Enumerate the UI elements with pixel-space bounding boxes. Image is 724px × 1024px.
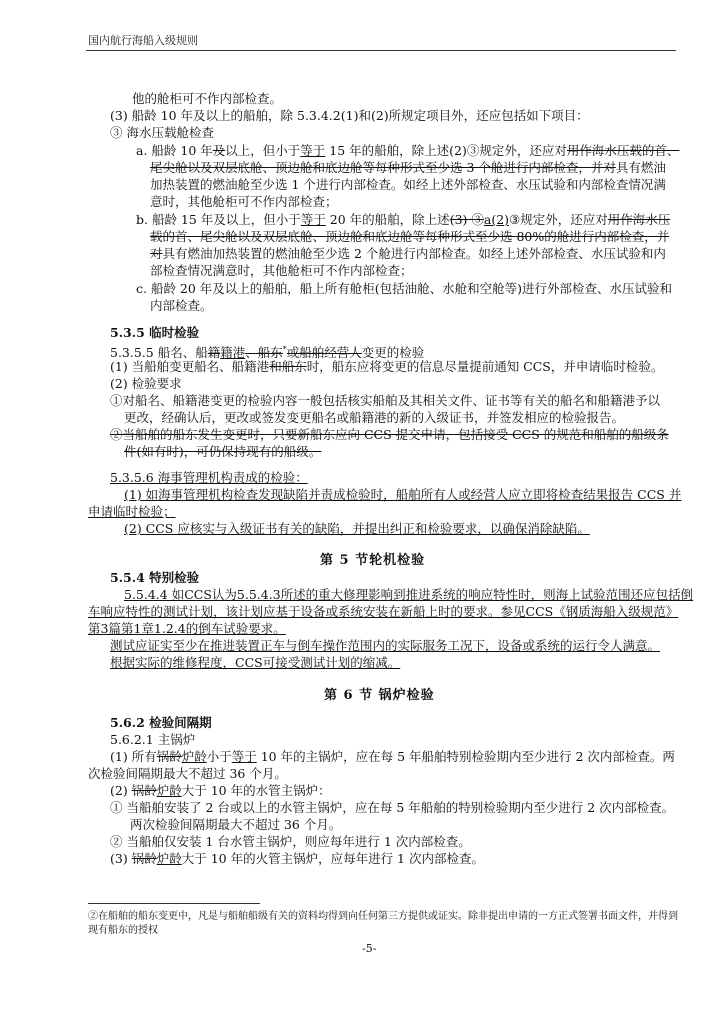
footnote-rule	[88, 903, 260, 904]
text-line: 部检查情况满意时，其他舱柜可不作内部检查；	[150, 263, 413, 278]
section-title: 第 5 节轮机检验	[320, 553, 426, 568]
text-line: 根据实际的维修程度，CCS可接受测试计划的缩减。	[110, 655, 401, 670]
text-line: 尾尖舱以及双层底舱、顶边舱和底边舱等每种形式至少选 3 个舱进行内部检查，并对具有燃油	[150, 160, 666, 175]
running-header: 国内航行海船入级规则	[88, 34, 198, 47]
page-number: -5-	[362, 942, 377, 955]
header-rule	[86, 50, 676, 51]
text-line: 载的首、尾尖舱以及双层底舱、顶边舱和底边舱等每种形式至少选 80%的舱进行内部检查，并	[150, 229, 670, 244]
text-line: 5.3.5.6 海事管理机构责成的检验：	[110, 470, 308, 485]
text-line: a. 船龄 10 年及以上，但小于等于 15 年的船舶，除上述(2)③规定外，还应对用作海水压载的首、	[136, 143, 680, 158]
text-line: 5.6.2.1 主锅炉	[110, 732, 196, 747]
text-line: 意时，其他舱柜可不作内部检查；	[150, 194, 338, 209]
text-line: ② 当船舶仅安装 1 台水管主锅炉，则应每年进行 1 次内部检查。	[110, 834, 471, 849]
text-line: 车响应特性的测试计划，该计划应基于设备或系统安装在新船上时的要求。参见CCS《钢质海船入级规范》	[88, 604, 679, 619]
section-heading: 5.3.5 临时检验	[110, 325, 200, 340]
text-line: 两次检验间隔期最大不超过 36 个月。	[130, 817, 342, 832]
text-line: (3) 船龄 10 年及以上的船舶，除 5.3.4.2(1)和(2)所规定项目外，还应包括如下项目：	[110, 108, 589, 123]
footnote: ②在船舶的船东变更中，凡是与船舶船级有关的资料均得到向任何第三方提供或证实。除非提出申请的一方正式签署书面文件，并得到现有船东的授权	[88, 911, 678, 936]
text-line: (2) CCS 应核实与入级证书有关的缺陷，并提出纠正和检验要求，以确保消除缺陷。	[124, 521, 590, 536]
text-line: 次检验间隔期最大不超过 36 个月。	[88, 766, 287, 781]
text-line: b. 船龄 15 年及以上，但小于等于 20 年的船舶，除上述(3) ③a(2)③规定外，还应对用作海水压	[136, 212, 671, 227]
section-heading: 5.6.2 检验间隔期	[110, 715, 212, 730]
text-line: (1) 如海事管理机构检查发现缺陷并责成检验时，船舶所有人或经营人应立即将检查结果报告 CCS 并	[124, 487, 682, 502]
section-title: 第 6 节 锅炉检验	[324, 688, 435, 703]
text-line: 加热装置的燃油舱至少选 1 个进行内部检查。如经上述外部检查、水压试验和内部检查情况满	[150, 177, 666, 192]
text-line: 内部检查。	[150, 298, 213, 313]
text-line: ①对船名、船籍港变更的检验内容一般包括核实船舶及其相关文件、证书等有关的船名和船籍港予以	[110, 393, 661, 408]
text-line: 测试应证实至少在推进装置正车与倒车操作范围内的实际服务工况下，设备或系统的运行令人满意。	[110, 638, 661, 653]
text-line: 件(如有时)，可仍保持现有的船级。	[124, 444, 322, 459]
text-line: 更改，经确认后，更改或签发变更船名或船籍港的新的入级证书，并签发相应的检验报告。	[124, 410, 625, 425]
text-line: (1) 当船舶变更船名、船籍港和船东时，船东应将变更的信息尽量提前通知 CCS，并申请临时检验。	[110, 359, 664, 374]
text-line: ③ 海水压载舱检查	[110, 125, 214, 140]
section-heading: 5.5.4 特别检验	[110, 570, 200, 585]
text-line: ① 当船舶安装了 2 台或以上的水管主锅炉，应在每 5 年船舶的特别检验期内至少进行 2 次内部检查。	[110, 800, 675, 815]
text-line: 第3篇第1章1.2.4的倒车试验要求。	[88, 621, 286, 636]
text-line: 对具有燃油加热装置的燃油舱至少选 2 个舱进行内部检查。如经上述外部检查、水压试验和内	[150, 246, 666, 261]
text-line: (3) 锅龄炉龄大于 10 年的火管主锅炉，应每年进行 1 次内部检查。	[110, 851, 484, 866]
text-line: ②当船舶的船东发生变更时，只要新船东应向 CCS 提交申请，包括接受 CCS 的规范和船舶的船级条	[110, 427, 669, 442]
text-line: 他的舱柜可不作内部检查。	[132, 91, 283, 106]
text-line: 申请临时检验；	[88, 504, 176, 519]
text-line: (2) 检验要求	[110, 376, 182, 391]
text-line: (2) 锅龄炉龄大于 10 年的水管主锅炉：	[110, 783, 331, 798]
text-line: 5.5.4.4 如CCS认为5.5.4.3所述的重大修理影响到推进系统的响应特性时，则海上试验范围还应包括倒	[124, 587, 694, 602]
text-line: (1) 所有锅龄炉龄小于等于 10 年的主锅炉，应在每 5 年船舶特别检验期内至少进行 2 次内部检查。两	[110, 749, 675, 764]
text-line: c. 船龄 20 年及以上的船舶，船上所有舱柜(包括油舱、水舱和空舱等)进行外部检查、水压试验和	[136, 281, 673, 296]
text-line: 5.3.5.5 船名、船籍籍港、船东*或船舶经营人变更的检验	[110, 345, 425, 361]
